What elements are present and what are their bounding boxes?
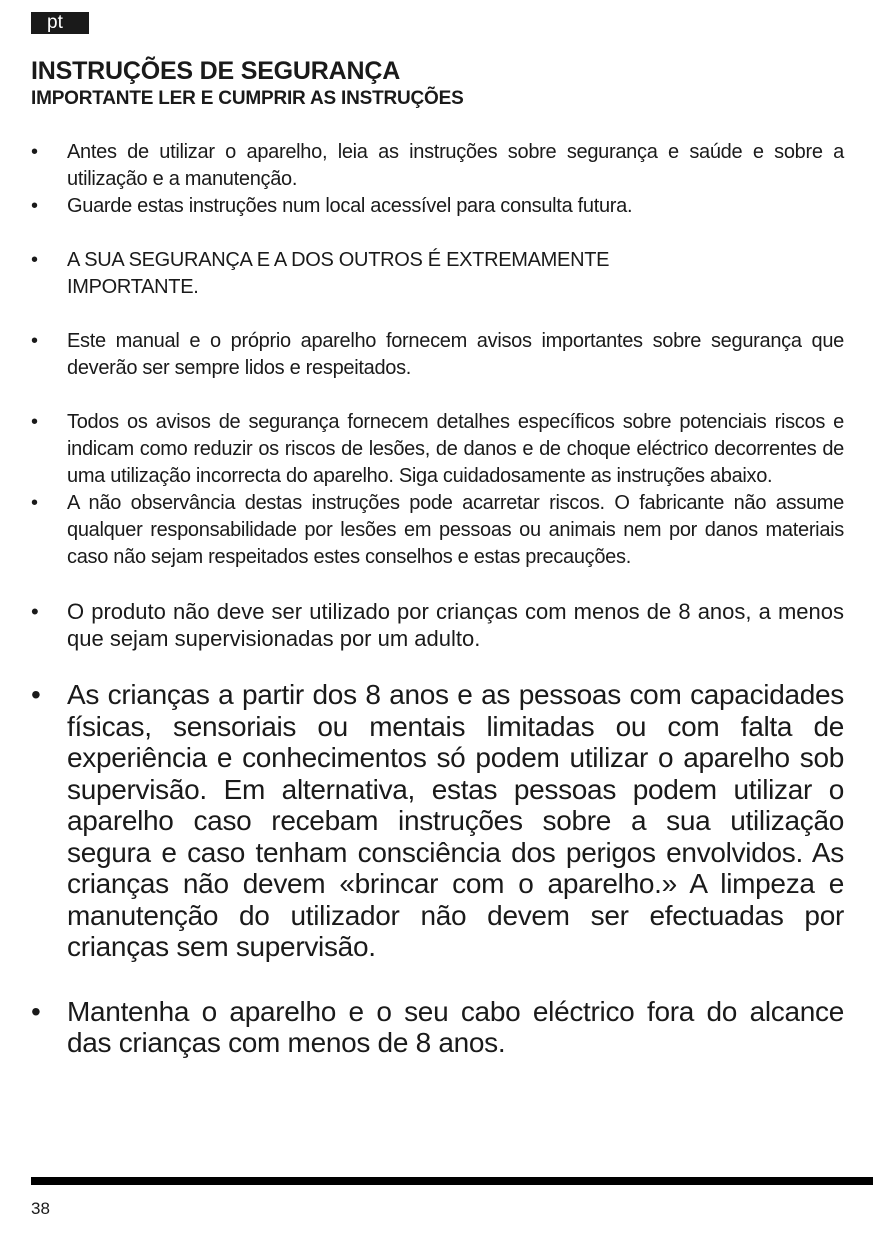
- bullet-icon: •: [31, 995, 41, 1027]
- bullet-icon: •: [31, 679, 41, 710]
- footer-divider: [31, 1177, 873, 1185]
- bullet-icon: •: [31, 411, 38, 433]
- instruction-text: A SUA SEGURANÇA E A DOS OUTROS É EXTREMAMENTE IMPORTANTE.: [67, 249, 610, 298]
- bullet-icon: •: [31, 330, 38, 352]
- instruction-item: [31, 996, 844, 1059]
- instruction-text: A não observância destas instruções pode acarretar riscos. O fabricante não assume qualquer responsabilidade por lesões em pessoas ou animais nem por danos materiais caso não sejam respeitados estes conselhos e estas precauções.: [67, 492, 844, 568]
- page-number: 38: [31, 1199, 50, 1218]
- instruction-item: [31, 139, 844, 193]
- instruction-text: Antes de utilizar o aparelho, leia as instruções sobre segurança e saúde e sobre a utilização e a manutenção.: [67, 141, 844, 190]
- instruction-item: [31, 328, 844, 382]
- page-title: INSTRUÇÕES DE SEGURANÇA: [31, 57, 401, 85]
- bullet-icon: •: [31, 195, 38, 217]
- instruction-item: [31, 490, 844, 571]
- instruction-item: [31, 409, 844, 490]
- instruction-item: [31, 679, 844, 963]
- safety-instructions-list: [31, 139, 844, 1059]
- instruction-item: [31, 247, 844, 301]
- instruction-text: Mantenha o aparelho e o seu cabo eléctrico fora do alcance das crianças com menos de 8 anos.: [67, 995, 844, 1058]
- instruction-item: [31, 598, 844, 652]
- page-subtitle: IMPORTANTE LER E CUMPRIR AS INSTRUÇÕES: [31, 88, 464, 109]
- bullet-icon: •: [31, 141, 38, 163]
- instruction-text: Todos os avisos de segurança fornecem detalhes específicos sobre potenciais riscos e indicam como reduzir os riscos de lesões, de danos e de choque eléctrico decorrentes de uma utilização incorrecta do aparelho. Siga cuidadosamente as instruções abaixo.: [67, 411, 844, 487]
- bullet-icon: •: [31, 492, 38, 514]
- bullet-icon: •: [31, 249, 38, 271]
- instruction-text: Guarde estas instruções num local acessível para consulta futura.: [67, 195, 633, 217]
- instruction-text: Este manual e o próprio aparelho fornecem avisos importantes sobre segurança que deverão ser sempre lidos e respeitados.: [67, 330, 844, 379]
- language-tag: pt: [31, 12, 89, 34]
- instruction-item: [31, 193, 844, 220]
- instruction-text: O produto não deve ser utilizado por crianças com menos de 8 anos, a menos que sejam supervisionadas por um adulto.: [67, 599, 844, 651]
- instruction-text: As crianças a partir dos 8 anos e as pessoas com capacidades físicas, sensoriais ou mentais limitadas ou com falta de experiência e conhecimentos só podem utilizar o aparelho sob supervisão. Em alternativa, estas pessoas podem utilizar o aparelho caso recebam instruções sobre a sua utilização segura e caso tenham consciência dos perigos envolvidos. As crianças não devem «brincar com o aparelho.» A limpeza e manutenção do utilizador não devem ser efectuadas por crianças sem supervisão.: [67, 679, 844, 962]
- bullet-icon: •: [31, 599, 39, 624]
